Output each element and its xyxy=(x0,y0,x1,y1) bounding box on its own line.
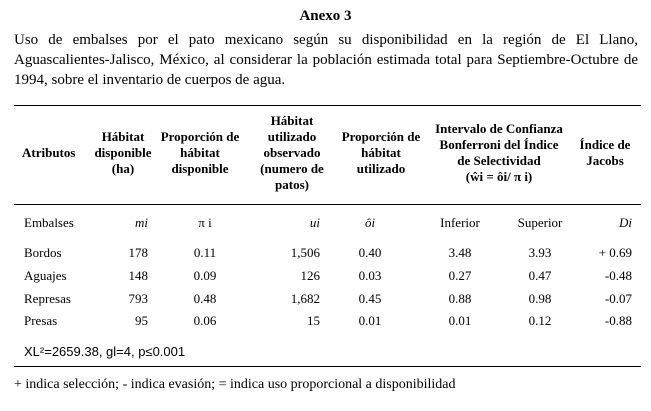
header-indice-jacobs: Índice de Jacobs xyxy=(579,137,631,168)
subheader-embalses: Embalses xyxy=(24,215,74,230)
header-rule xyxy=(14,204,641,205)
header-intervalo-formula: (ŵi = ôi/ π i) xyxy=(465,169,533,184)
table-cell-name: Aguajes xyxy=(24,268,67,283)
table-cell-pi: 0.11 xyxy=(193,245,217,260)
table-cell-di: -0.07 xyxy=(604,291,632,306)
footnote: + indica selección; - indica evasión; = indica uso proporcional a disponibilidad xyxy=(14,377,456,392)
header-habitat-disponible: Hábitat disponible (ha) xyxy=(94,129,152,176)
header-intervalo-line3: de Selectividad xyxy=(457,153,541,168)
table-cell-di: -0.48 xyxy=(604,268,632,283)
table-cell-inf: 3.48 xyxy=(448,245,472,260)
subheader-inferior: Inferior xyxy=(440,215,480,230)
subheader-pi: π i xyxy=(198,215,212,230)
table-cell-oi: 0.45 xyxy=(358,291,382,306)
table-cell-di: + 0.69 xyxy=(598,245,632,260)
table-cell-ui: 1,682 xyxy=(290,291,320,306)
header-intervalo-line1: Intervalo de Confianza xyxy=(435,121,563,136)
subheader-mi: mi xyxy=(135,215,148,230)
table-cell-mi: 95 xyxy=(135,313,148,328)
table-cell-sup: 0.12 xyxy=(528,313,552,328)
subheader-di: Di xyxy=(619,215,632,230)
table-cell-name: Bordos xyxy=(24,245,62,260)
bottom-rule xyxy=(14,366,641,367)
table-cell-pi: 0.06 xyxy=(193,313,217,328)
header-atributos: Atributos xyxy=(22,145,76,160)
table-cell-oi: 0.40 xyxy=(358,245,382,260)
subheader-superior: Superior xyxy=(517,215,563,230)
table-cell-di: -0.88 xyxy=(604,313,632,328)
table-cell-sup: 3.93 xyxy=(528,245,552,260)
table-cell-inf: 0.27 xyxy=(448,268,472,283)
table-cell-sup: 0.98 xyxy=(528,291,552,306)
top-rule xyxy=(14,105,641,106)
table-caption: Uso de embalses por el pato mexicano según su disponibilidad en la región de El Llano, Aguascalientes-Jalisco, México, al considerar la población estimada total para Septiembre-Octubre de 1994, sobre el inventario de cuerpos de agua. xyxy=(14,32,638,88)
header-intervalo-line2: Bonferroni del Índice xyxy=(439,137,559,152)
table-cell-oi: 0.03 xyxy=(358,268,382,283)
table-cell-mi: 793 xyxy=(128,291,148,306)
header-proporcion-disponible: Proporción de hábitat disponible xyxy=(160,129,240,176)
subheader-oi: ôi xyxy=(364,215,376,230)
table-cell-pi: 0.48 xyxy=(193,291,217,306)
table-cell-sup: 0.47 xyxy=(528,268,552,283)
header-habitat-utilizado: Hábitat utilizado observado (numero de patos) xyxy=(260,113,324,192)
annex-title: Anexo 3 xyxy=(299,8,352,24)
table-cell-name: Presas xyxy=(24,313,58,328)
subheader-ui: ui xyxy=(309,215,320,230)
table-cell-ui: 126 xyxy=(300,268,320,283)
table-cell-pi: 0.09 xyxy=(193,268,217,283)
table-cell-oi: 0.01 xyxy=(358,313,382,328)
header-intervalo xyxy=(424,121,574,185)
table-cell-mi: 148 xyxy=(128,268,148,283)
table-cell-inf: 0.88 xyxy=(448,291,472,306)
table-cell-inf: 0.01 xyxy=(448,313,472,328)
table-cell-ui: 1,506 xyxy=(290,245,320,260)
table-cell-mi: 178 xyxy=(128,245,148,260)
table-cell-name: Represas xyxy=(24,291,71,306)
table-cell-ui: 15 xyxy=(307,313,320,328)
stat-line: XL²=2659.38, gl=4, p≤0.001 xyxy=(24,344,186,359)
header-proporcion-utilizado: Proporción de hábitat utilizado xyxy=(341,129,421,176)
